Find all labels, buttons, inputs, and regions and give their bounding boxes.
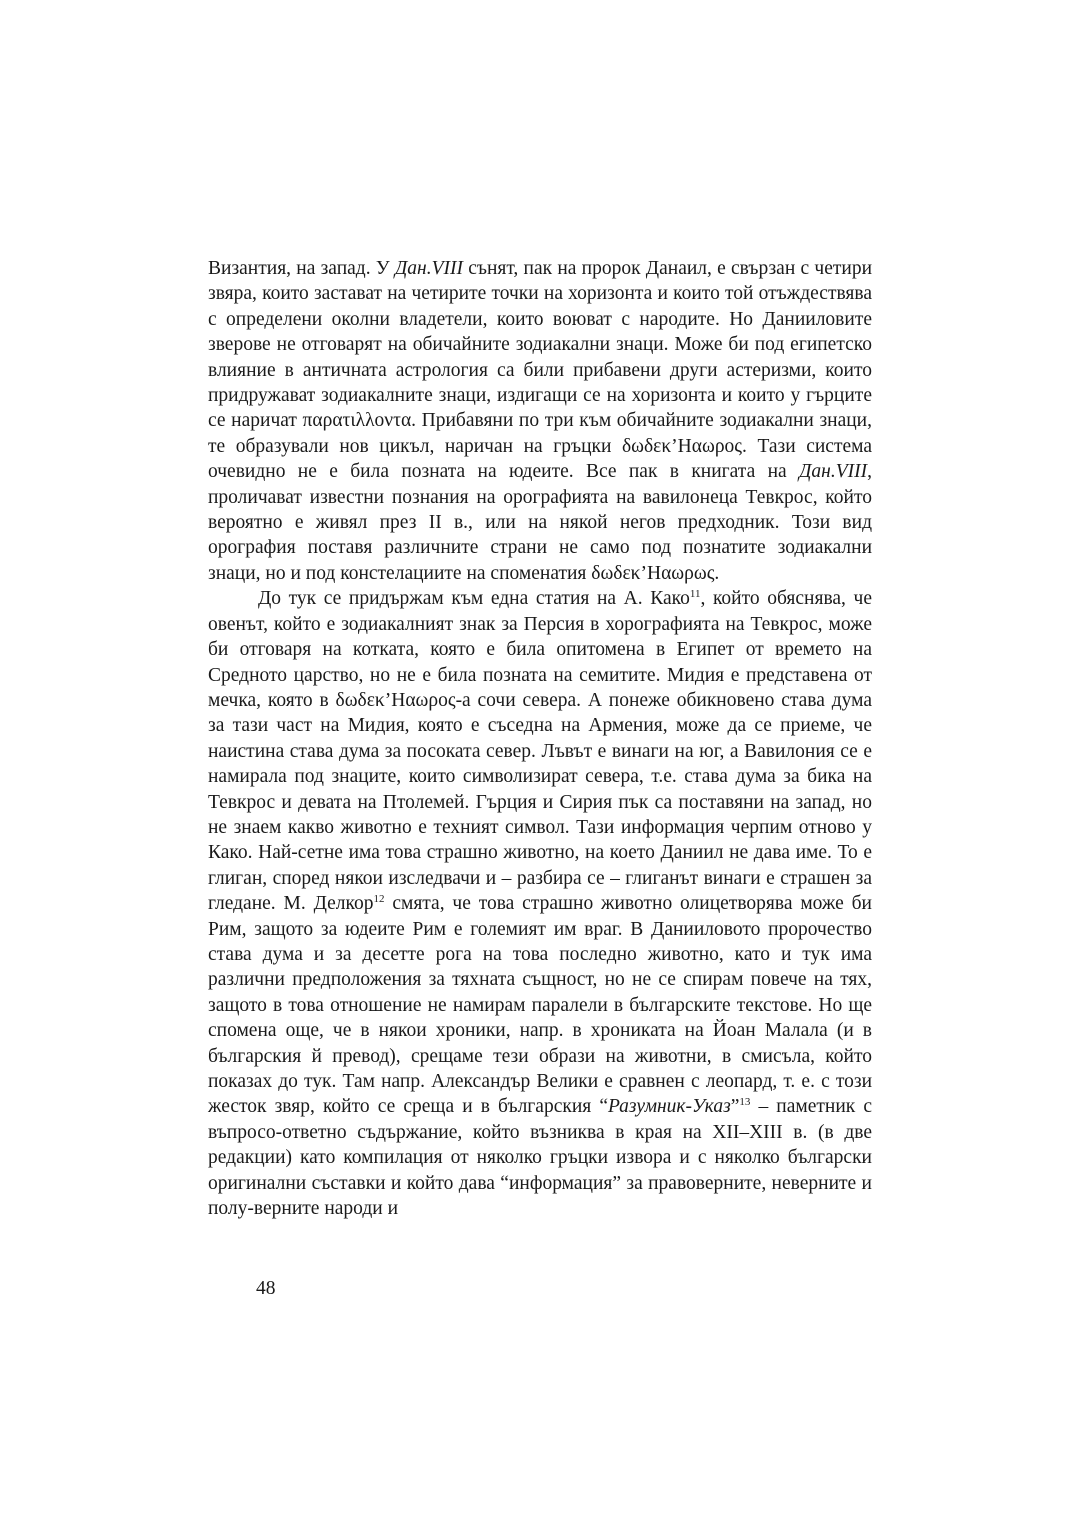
citation-dan-viii: Дан.VIII	[394, 258, 463, 279]
citation-dan-viii: Дан.VIII	[799, 461, 868, 483]
paragraph-1-text: сънят, пак на пророк Данаил, е свързан с четири звяра, които застават на четирите точки на хоризонта и които той отъждествява с определени околни владетели, които воюват с народите. Но Данииловите зверове не отговарят на обичайните зодиакални знаци. Може би под египетско влияние в античната астрология са били прибавени други астеризми, които придружават зодиакалните знаци, издигащи се на хоризонта и които у гърците се наричат παρατιλλοντα. Прибавяни по три към обичайните зодиакални знаци, те образували нов цикъл, наричан на гръцки δωδεκ’Ηαωρος. Тази система очевидно не е била позната на юдеите. Все пак в книгата на	[208, 258, 872, 483]
citation-razumnik-ukaz: Разумник-Указ	[608, 1096, 731, 1118]
paragraph-2	[208, 586, 872, 1221]
footnote-ref-13[interactable]: 13	[739, 1096, 751, 1109]
page-number: 48	[256, 1278, 276, 1299]
footnote-ref-12[interactable]: 12	[373, 893, 385, 906]
paragraph-2-text: смята, че това страшно животно олицетворява може би Рим, защото за юдеите Рим е големият им враг. В Данииловото пророчество става дума и за десетте рога на това последно животно, като и тук има различни предположения за тяхната същност, но не се спирам повече на тях, защото в това отношение не намирам паралели в българските текстове. Но ще спомена още, че в някои хроники, напр. в хрониката на Йоан Малала (и в българския й превод), срещаме тези образи на животни, в смисъла, който показах до тук. Там напр. Александър Велики е сравнен с леопард, т. е. с този жесток звяр, който се среща и в българския “	[208, 893, 872, 1118]
body-text	[208, 256, 872, 1221]
paragraph-2-text: До тук се придържам към една статия на А. Како	[258, 588, 690, 610]
paragraph-1-text: Византия, на запад. У	[208, 258, 395, 279]
paragraph-2-text: , който обяснява, че овенът, който е зодиакалният знак за Персия в хорографията на Тевкрос, може би отговаря на котката, която е била опитомена в Египет от времето на Средното царство, но не е била позната на семитите. Мидия е представена от мечка, която в δωδεκ’Ηαωρος-а сочи севера. А понеже обикновено става дума за тази част на Мидия, която е съседна на Армения, може да се приеме, че наистина става дума за посоката север. Лъвът е винаги на юг, а Вавилония се е намирала под знаците, които символизират севера, т.е. става дума за бика на Тевкрос и девата на Птолемей. Гърция и Сирия пък са поставяни на запад, но не знаем какво животно е техният символ. Тази информация черпим отново у Како. Най-сетне има това страшно животно, на което Даниил не дава име. То е глиган, според някои изследвачи и – разбира се – глиганът винаги е страшен за гледане. М. Делкор	[208, 588, 873, 915]
paragraph-2-text: – паметник с въпросо-ответно съдържание, който възниква в края на XII–XIII в. (в две редакции) като компилация от няколко гръцки извора и с няколко български оригинални съставки и който дава “информация” за правоверните, неверните и полу-верните народи и	[208, 1096, 872, 1220]
paragraph-1	[208, 256, 872, 586]
paragraph-2-text: ”	[730, 1096, 740, 1118]
footnote-ref-11[interactable]: 11	[689, 588, 701, 601]
paragraph-1-text: , проличават известни познания на орографията на вавилонеца Тевкрос, който вероятно е живял през II в., или на някой негов предходник. Този вид орография поставя различните страни не само под познатите зодиакални знаци, но и под констелациите на споменатия δωδεκ’Ηαωρως.	[208, 461, 872, 584]
